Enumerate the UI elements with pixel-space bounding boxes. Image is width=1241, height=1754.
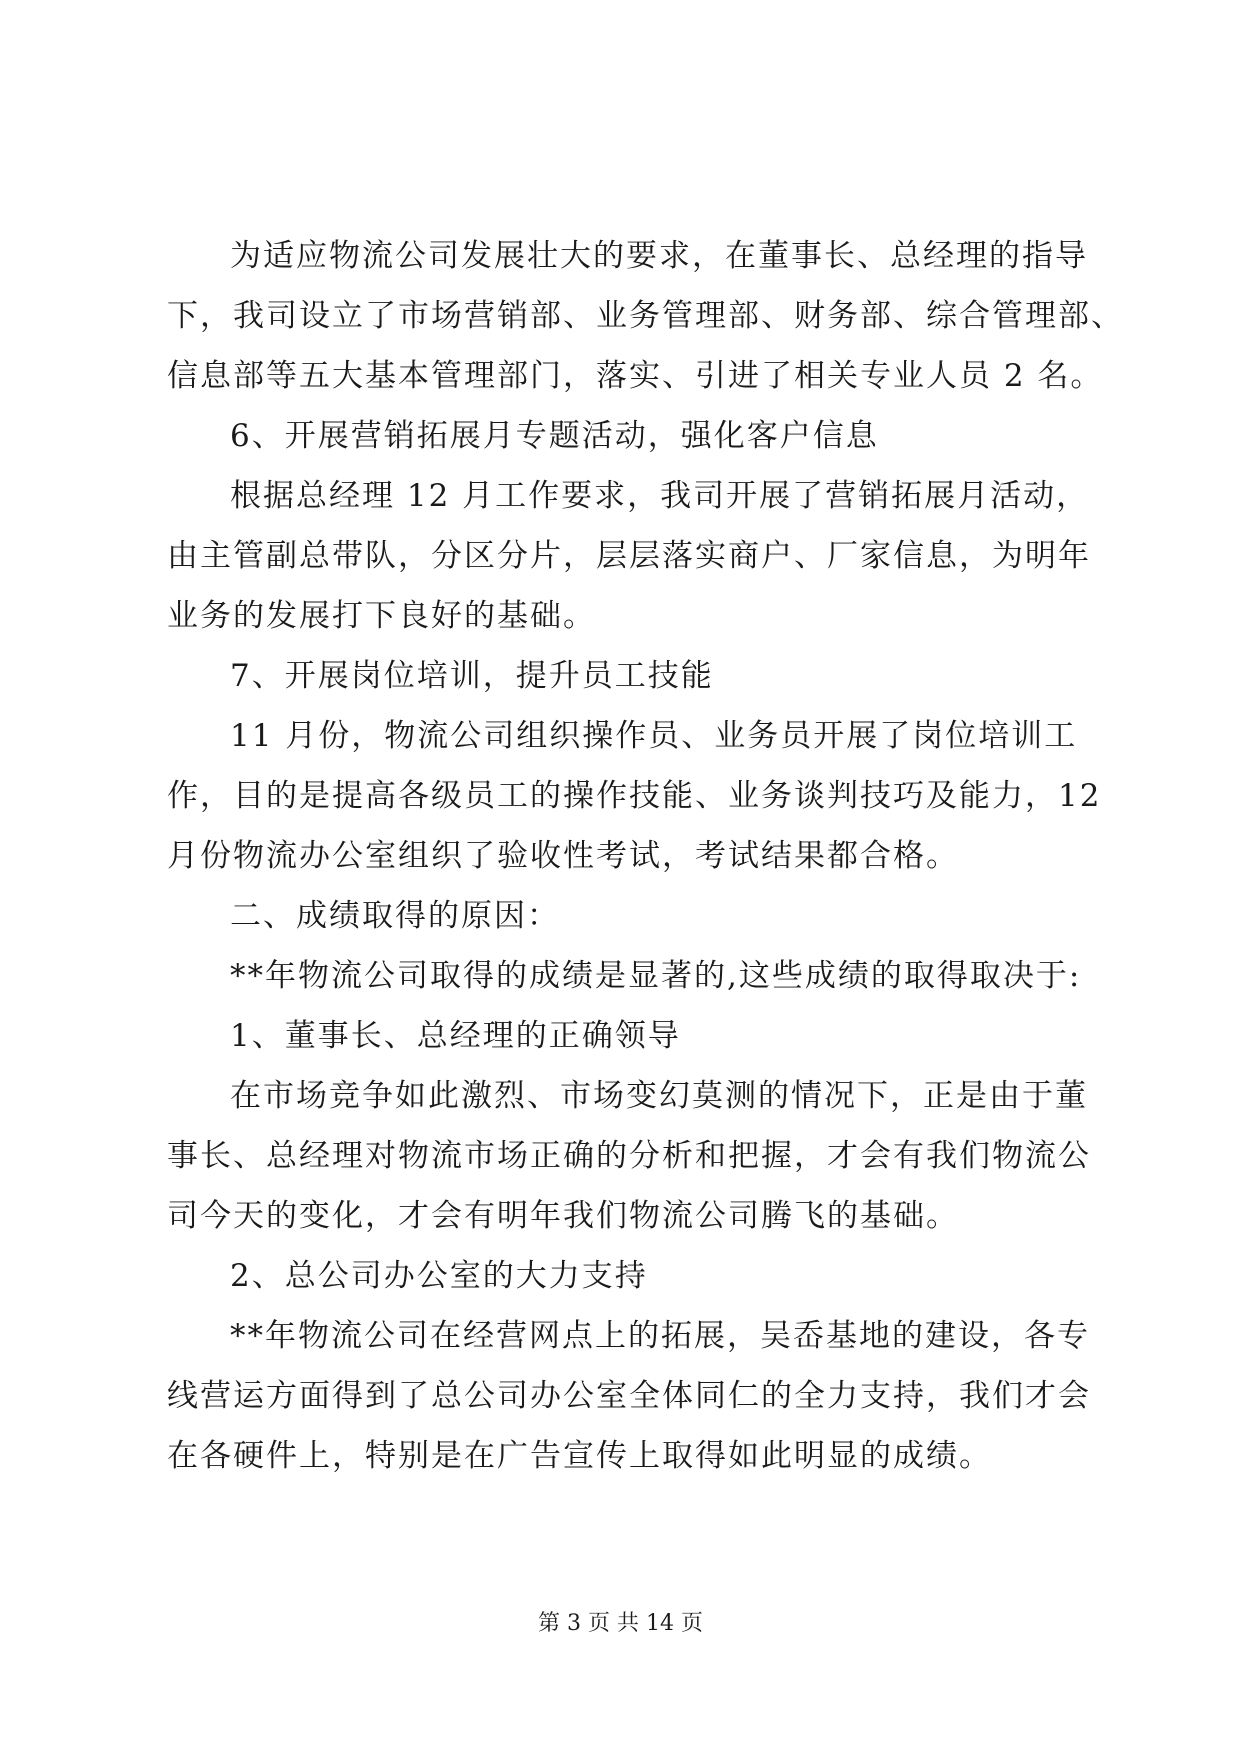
line-text: **年物流公司在经营网点上的拓展，吴岙基地的建设，各专 [230,1318,1090,1354]
line-text: 事长、总经理对物流市场正确的分析和把握，才会有我们物流公 [167,1138,1091,1174]
line-text: 作，目的是提高各级员工的操作技能、业务谈判技巧及能力，12 [167,778,1102,814]
line-text: **年物流公司取得的成绩是显著的,这些成绩的取得取决于: [230,958,1082,994]
line-text: 司今天的变化，才会有明年我们物流公司腾飞的基础。 [167,1198,959,1234]
line-text: 6、开展营销拓展月专题活动，强化客户信息 [230,418,879,454]
line-text: 7、开展岗位培训，提升员工技能 [230,658,714,694]
line-text: 2、总公司办公室的大力支持 [230,1258,648,1294]
line-text: 1、董事长、总经理的正确领导 [230,1018,681,1054]
line-text: 二、成绩取得的原因： [230,898,560,934]
line-text: 11 月份，物流公司组织操作员、业务员开展了岗位培训工 [230,718,1078,754]
line-text: 信息部等五大基本管理部门，落实、引进了相关专业人员 2 名。 [167,358,1104,394]
line-text: 业务的发展打下良好的基础。 [167,598,596,634]
line-text: 下，我司设立了市场营销部、业务管理部、财务部、综合管理部、 [167,298,1124,334]
line-text: 根据总经理 12 月工作要求，我司开展了营销拓展月活动， [230,478,1090,514]
line-text: 在各硬件上，特别是在广告宣传上取得如此明显的成绩。 [167,1438,992,1474]
line-text: 在市场竞争如此激烈、市场变幻莫测的情况下，正是由于董 [230,1078,1088,1114]
line-text: 月份物流办公室组织了验收性考试，考试结果都合格。 [167,838,959,874]
line-text: 线营运方面得到了总公司办公室全体同仁的全力支持，我们才会 [167,1378,1091,1414]
line-text: 为适应物流公司发展壮大的要求，在董事长、总经理的指导 [230,238,1088,274]
page-footer: 第 3 页 共 14 页 [538,1611,703,1636]
line-text: 由主管副总带队，分区分片，层层落实商户、厂家信息，为明年 [167,538,1091,574]
